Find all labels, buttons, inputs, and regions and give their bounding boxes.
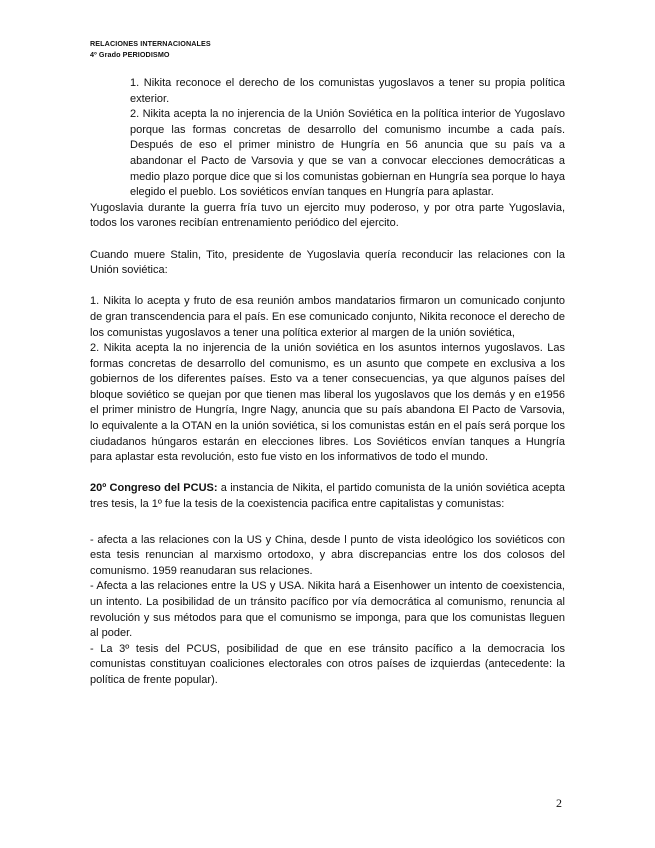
paragraph-stalin-death: Cuando muere Stalin, Tito, presidente de Yugoslavia quería reconducir las relaciones con la Unión soviética: [90,248,565,277]
paragraph-congress [90,481,565,512]
paragraph-point-2: 2. Nikita acepta la no injerencia de la unión soviética en los asuntos internos yugoslavos. Las formas concretas de desarrollo del comunismo, es un asunto que compete en exclusiva a los gobiernos de los diferentes países. Esto va a tener consecuencias, ya que algunos países del bloque soviético se quejan por que tienen mas liberal los yugoslavos que los demás y en e1956 el primer ministro de Hungría, Ingre Nagy, anuncia que su país abandona El Pacto de Varsovia, lo equivalente a la OTAN en la unión soviética, si los comunistas están en el país será porque los ciudadanos húngaros estarán en elecciones libres. Los Soviéticos envían tanques a Hungría para aplastar esta revolución, esto fue visto en los informativos de todo el mundo. [90,342,565,464]
header-course: 4º Grado PERIODISMO [90,50,170,59]
congress-heading: 20º Congreso del PCUS: [90,482,218,495]
paragraph-point-1: 1. Nikita lo acepta y fruto de esa reunión ambos mandatarios firmaron un comunicado conjunto de gran transcendencia para el país. En ese comunicado conjunto, Nikita reconoce el derecho de los comunistas yugoslavos a tener una política exterior al margen de la unión soviética, [90,295,565,339]
bullet-usa: - Afecta a las relaciones entre la US y USA. Nikita hará a Eisenhower un intento de coexistencia, un intento. La posibilidad de un tránsito pacífico por vía democrática al comunismo, renuncia al revolución y sus métodos para que el comunismo se imponga, para que los comunistas lleguen al poder. [90,580,565,640]
running-header [90,38,211,60]
congress-text: a instancia de Nikita, el partido comunista de la unión soviética acepta tres tesis, la 1º fue la tesis de la coexistencia pacifica entre capitalistas y comunistas: [90,482,565,511]
bullet-third-thesis: - La 3º tesis del PCUS, posibilidad de que en ese tránsito pacífico a la democracia los comunistas constituyan coaliciones electorales con otros países de izquierdas (antecedente: la política de frente popular). [90,642,565,686]
paragraph-yugoslavia-army: Yugoslavia durante la guerra fría tuvo un ejercito muy poderoso, y por otra parte Yugoslavia, todos los varones recibían entrenamiento periódico del ejercito. [90,201,565,230]
indented-point-1: 1. Nikita reconoce el derecho de los comunistas yugoslavos a tener su propia política exterior. [130,77,565,105]
bullet-china: - afecta a las relaciones con la US y China, desde l punto de vista ideológico los soviéticos con esta tesis renuncian al marxismo ortodoxo, y abra discrepancias entre los dos colosos del comunismo. 1959 reanudaran sus relaciones. [90,533,565,577]
indented-point-2: 2. Nikita acepta la no injerencia de la Unión Soviética en la política interior de Yugoslavo porque las formas concretas de desarrollo del comunismo incumbe a cada país. Después de eso el primer ministro de Hungría en 56 anuncia que su país va a abandonar el Pacto de Varsovia y que se van a convocar elecciones democráticas a medio plazo porque dice que si los comunistas gobiernan en Hungría sea porque lo haya elegido el pueblo. Los soviéticos envían tanques en Hungría para aplastar. [130,108,565,199]
header-subject: RELACIONES INTERNACIONALES [90,39,211,48]
page-number: 2 [556,796,562,810]
body-text [90,76,565,689]
